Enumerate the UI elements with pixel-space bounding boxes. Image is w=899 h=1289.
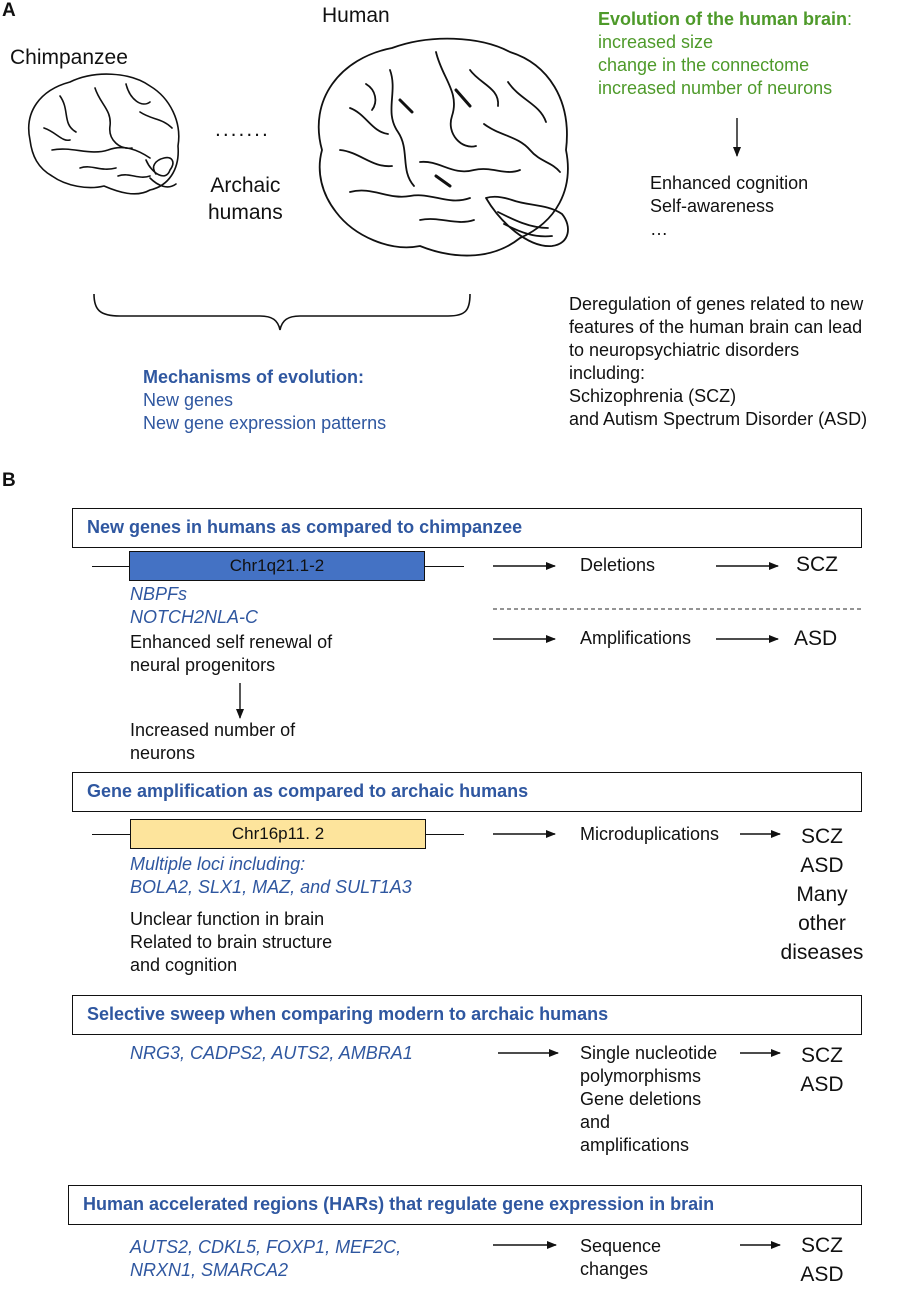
- section4-genes: AUTS2, CDKL5, FOXP1, MEF2C, NRXN1, SMARCA2: [130, 1237, 402, 1280]
- section4-title: Human accelerated regions (HARs) that regulate gene expression in brain: [83, 1194, 715, 1214]
- section2-diseases: SCZ ASD Many other diseases: [780, 825, 864, 964]
- section3-diseases: SCZ ASD: [800, 1044, 844, 1096]
- chr1-box: Chr1q21.1-2: [129, 551, 425, 581]
- section1-asd: ASD: [794, 627, 838, 650]
- section2-title-box: [72, 772, 862, 812]
- section4-diseases: SCZ ASD: [800, 1234, 844, 1286]
- chimpanzee-label: Chimpanzee: [10, 46, 128, 69]
- section1-title: New genes in humans as compared to chimpanzee: [87, 517, 523, 537]
- section1-genes: NBPFs NOTCH2NLA-C: [130, 584, 259, 627]
- section1-amplifications: Amplifications: [580, 628, 692, 648]
- section2-microduplications: Microduplications: [580, 824, 720, 844]
- section4-events: Sequence changes: [580, 1236, 662, 1279]
- section1-result: Increased number of neurons: [130, 720, 296, 763]
- section3-events: Single nucleotide polymorphisms Gene deletions and amplifications: [580, 1043, 718, 1155]
- section1-deletions: Deletions: [580, 555, 656, 575]
- outcomes-block: Enhanced cognition Self-awareness …: [650, 173, 809, 239]
- section2-title: Gene amplification as compared to archaic humans: [87, 781, 529, 801]
- chr16-box: Chr16p11. 2: [130, 819, 426, 849]
- ellipsis-dots: .......: [215, 118, 270, 141]
- section3-genes: NRG3, CADPS2, AUTS2, AMBRA1: [130, 1043, 413, 1063]
- section3-title: Selective sweep when comparing modern to archaic humans: [87, 1004, 609, 1024]
- curly-brace: [94, 294, 470, 330]
- mechanisms-block: Mechanisms of evolution: New genes New gene expression patterns: [143, 367, 387, 433]
- deregulation-block: Deregulation of genes related to new features of the human brain can lead to neuropsychiatric disorders including: Schizophrenia (SCZ) and Autism Spectrum Disorder (ASD): [569, 294, 868, 429]
- section1-function: Enhanced self renewal of neural progenitors: [130, 632, 333, 675]
- archaic-humans-label: Archaic humans: [208, 174, 283, 224]
- section1-scz: SCZ: [796, 553, 838, 576]
- human-brain-icon: [319, 39, 568, 256]
- panel-a-label: A: [2, 0, 16, 21]
- panel-b-label: B: [2, 470, 16, 491]
- section4-title-box: [68, 1185, 862, 1225]
- section1-title-box: [72, 508, 862, 548]
- human-label: Human: [322, 4, 390, 27]
- section3-title-box: [72, 995, 862, 1035]
- evolution-block: Evolution of the human brain: increased size change in the connectome increased number of neurons: [598, 9, 853, 98]
- section2-function: Unclear function in brain Related to brain structure and cognition: [130, 909, 333, 975]
- section2-genes: Multiple loci including: BOLA2, SLX1, MAZ, and SULT1A3: [130, 854, 412, 897]
- chimpanzee-brain-icon: [29, 74, 179, 194]
